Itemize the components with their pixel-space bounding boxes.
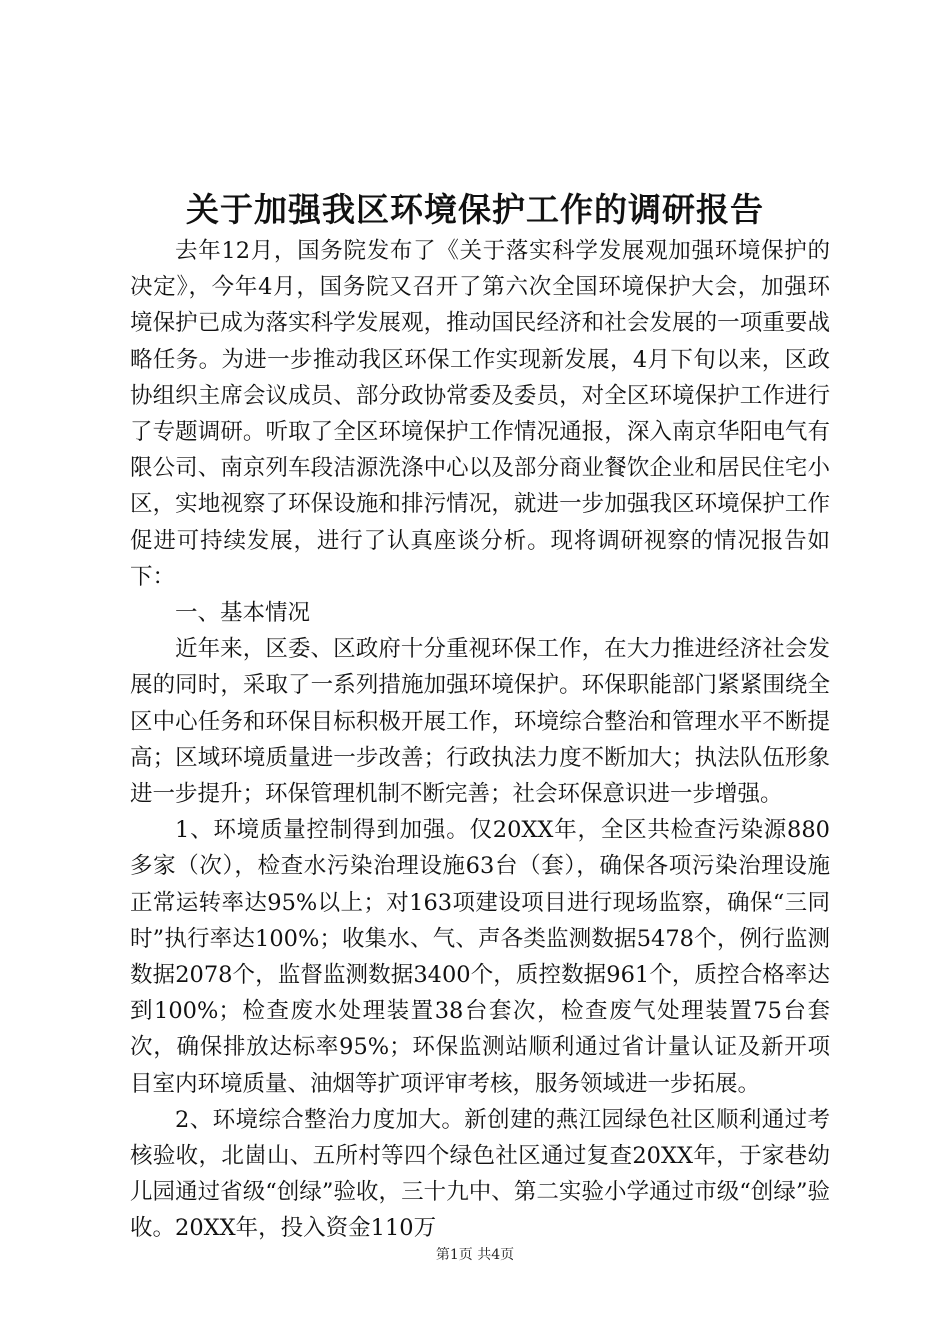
section-heading-basic-situation: 一、基本情况 [175,600,311,627]
document-body [130,233,830,1247]
document-title: 关于加强我区环境保护工作的调研报告 [186,190,764,229]
page-number-footer: 第1页 共4页 [435,1247,515,1263]
paragraph-item-2: 2、环境综合整治力度加大。新创建的燕江园绿色社区顺利通过考核验收，北崮山、五所村等四个绿色社区通过复查20XX年，于家巷幼儿园通过省级“创绿”验收，三十九中、第二实验小学通过市级“创绿”验收。20XX年，投入资金110万 [130,1106,830,1242]
paragraph-intro: 去年12月，国务院发布了《关于落实科学发展观加强环境保护的决定》，今年4月，国务院又召开了第六次全国环境保护大会，加强环境保护已成为落实科学发展观，推动国民经济和社会发展的一项重要战略任务。为进一步推动我区环保工作实现新发展，4月下旬以来，区政协组织主席会议成员、部分政协常委及委员，对全区环境保护工作进行了专题调研。听取了全区环境保护工作情况通报，深入南京华阳电气有限公司、南京列车段洁源洗涤中心以及部分商业餐饮企业和居民住宅小区，实地视察了环保设施和排污情况，就进一步加强我区环境保护工作促进可持续发展，进行了认真座谈分析。现将调研视察的情况报告如下： [130,238,830,590]
paragraph-overview: 近年来，区委、区政府十分重视环保工作，在大力推进经济社会发展的同时，采取了一系列措施加强环境保护。环保职能部门紧紧围绕全区中心任务和环保目标积极开展工作，环境综合整治和管理水平不断提高；区域环境质量进一步改善；行政执法力度不断加大；执法队伍形象进一步提升；环保管理机制不断完善；社会环保意识进一步增强。 [130,636,830,808]
paragraph-item-1: 1、环境质量控制得到加强。仅20XX年，全区共检查污染源880多家（次），检查水污染治理设施63台（套），确保各项污染治理设施正常运转率达95%以上；对163项建设项目进行现场监察，确保“三同时”执行率达100%；收集水、气、声各类监测数据5478个，例行监测数据2078个，监督监测数据3400个，质控数据961个，质控合格率达到100%；检查废水处理装置38台套次，检查废气处理装置75台套次，确保排放达标率95%；环保监测站顺利通过省计量认证及新开项目室内环境质量、油烟等扩项评审考核，服务领域进一步拓展。 [130,817,830,1097]
